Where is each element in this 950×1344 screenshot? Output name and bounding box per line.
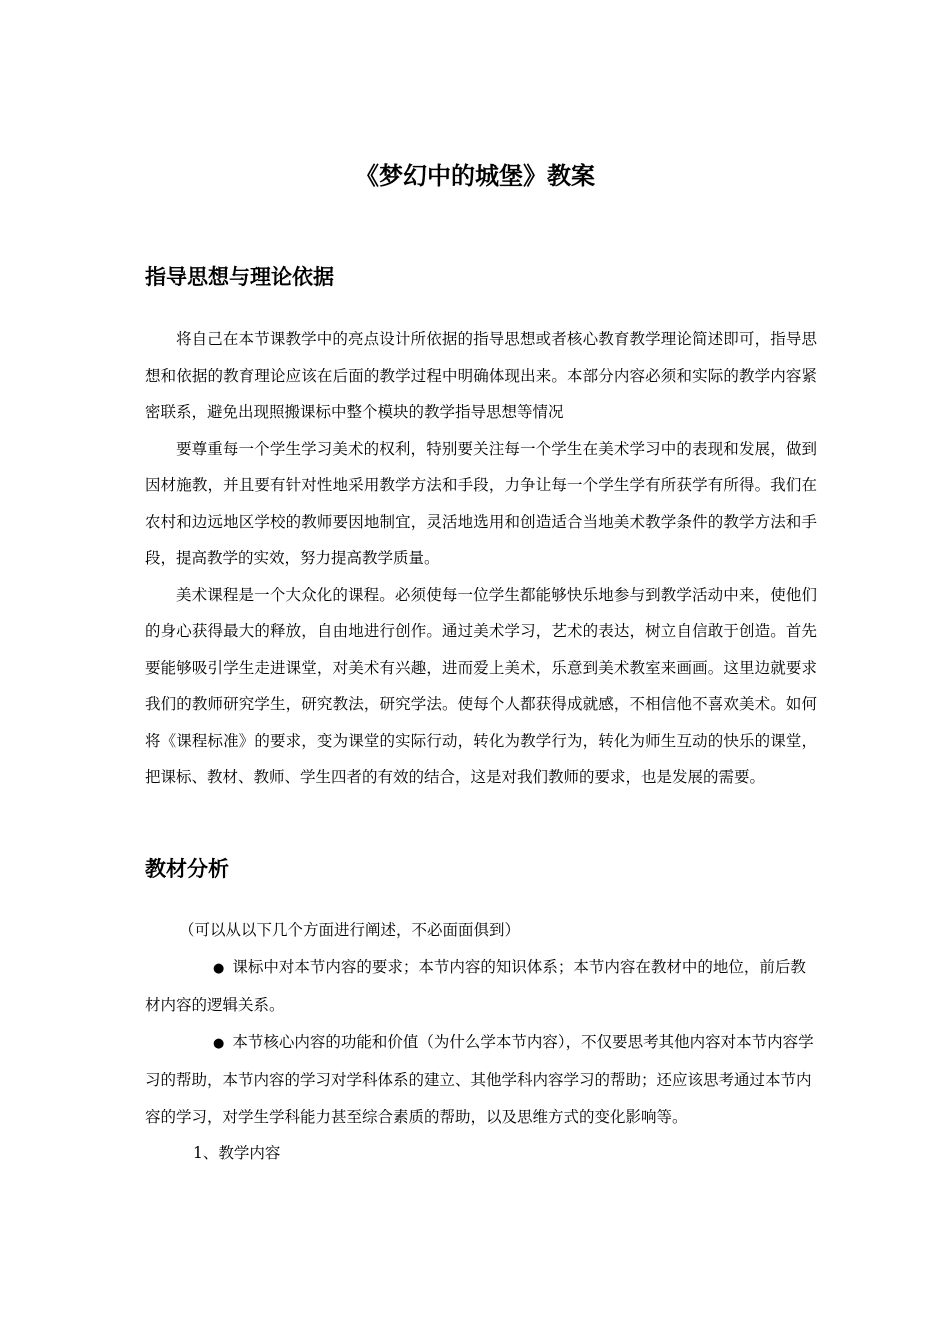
section-guiding-ideas-body — [145, 321, 817, 796]
paragraph: 要尊重每一个学生学习美术的权利，特别要关注每一个学生在美术学习中的表现和发展，做到因材施教，并且要有针对性地采用教学方法和手段，力争让每一个学生学有所获学有所得。我们在农村和边远地区学校的教师要因地制宜，灵活地选用和创造适合当地美术教学条件的教学方法和手段，提高教学的实效，努力提高教学质量。 — [145, 439, 817, 567]
document-title: 《梦幻中的城堡》教案 — [355, 162, 595, 190]
numbered-item-teaching-content: 1、教学内容 — [193, 1144, 281, 1162]
bullet-item — [145, 1024, 817, 1136]
paragraph: 美术课程是一个大众化的课程。必须使每一位学生都能够快乐地参与到教学活动中来，使他们的身心获得最大的释放，自由地进行创作。通过美术学习，艺术的表达，树立自信敢于创造。首先要能够吸引学生走进课堂，对美术有兴趣，进而爱上美术，乐意到美术教室来画画。这里边就要求我们的教师研究学生，研究教法，研究学法。使每个人都获得成就感，不相信他不喜欢美术。如何将《课程标准》的要求，变为课堂的实际行动，转化为教学行为，转化为师生互动的快乐的课堂，把课标、教材、教师、学生四者的有效的结合，这是对我们教师的要求，也是发展的需要。 — [145, 585, 817, 786]
bullet-item — [145, 949, 817, 1024]
bullet-text: 课标中对本节内容的要求；本节内容的知识体系；本节内容在教材中的地位，前后教材内容的逻辑关系。 — [145, 957, 806, 1014]
section-heading-material-analysis: 教材分析 — [145, 857, 229, 881]
section-material-analysis-body — [145, 912, 817, 1172]
section-heading-guiding-ideas: 指导思想与理论依据 — [145, 265, 334, 289]
bullet-text: 本节核心内容的功能和价值（为什么学本节内容），不仅要思考其他内容对本节内容学习的帮助，本节内容的学习对学科体系的建立、其他学科内容学习的帮助；还应该思考通过本节内容的学习，对学生学科能力甚至综合素质的帮助，以及思维方式的变化影响等。 — [145, 1032, 814, 1126]
bullet-dot-icon: ● — [213, 960, 225, 976]
analysis-note: （可以从以下几个方面进行阐述，不必面面俱到） — [179, 921, 521, 939]
paragraph: 将自己在本节课教学中的亮点设计所依据的指导思想或者核心教育教学理论简述即可，指导思想和依据的教育理论应该在后面的教学过程中明确体现出来。本部分内容必须和实际的教学内容紧密联系，避免出现照搬课标中整个模块的教学指导思想等情况 — [145, 330, 817, 421]
bullet-dot-icon: ● — [213, 1035, 225, 1051]
